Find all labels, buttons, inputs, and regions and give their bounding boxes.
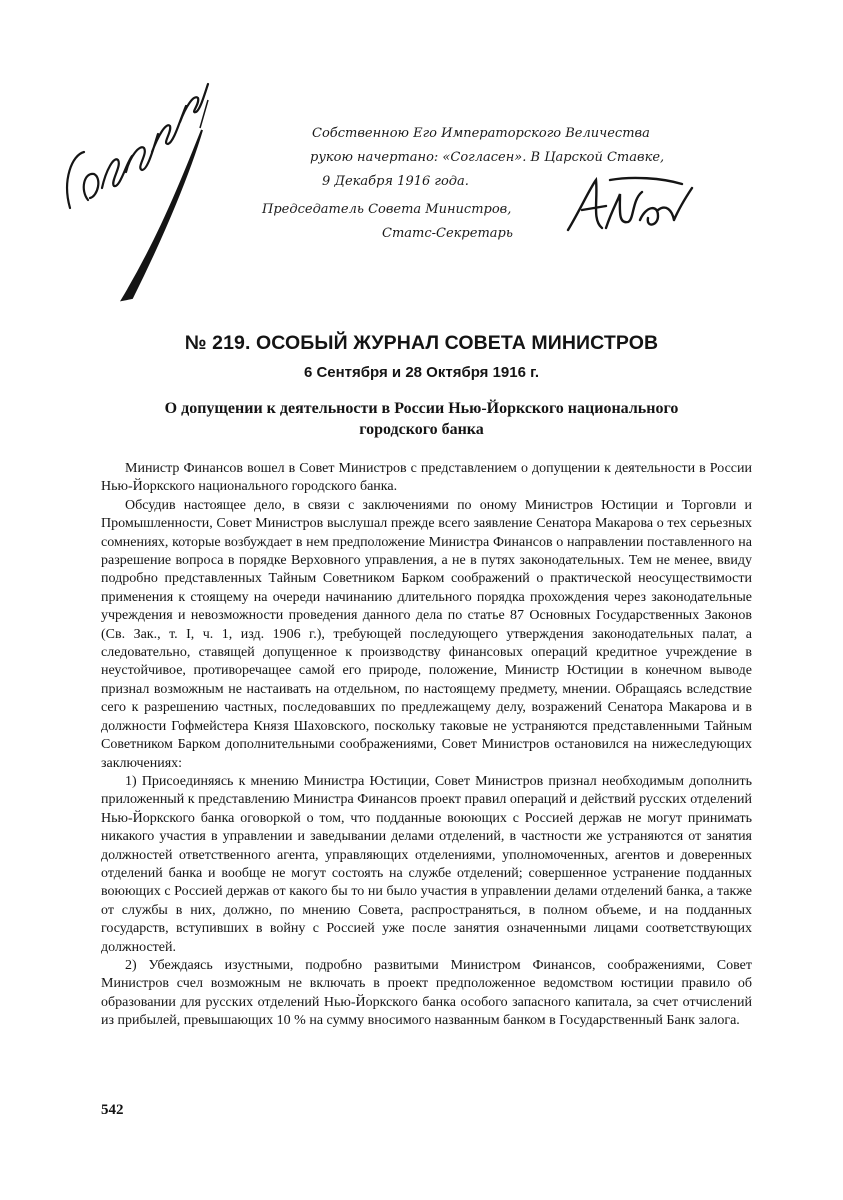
document-title: № 219. ОСОБЫЙ ЖУРНАЛ СОВЕТА МИНИСТРОВ xyxy=(184,332,659,354)
paragraph: 2) Убеждаясь изустными, подробно развитыми Министром Финансов, соображениями, Совет Министров счел возможным не включать в проект предположенное ведомством юстиции правило об образовании для русских отделений Нью-Йоркского банка особого запасного капитала, за счет отчислений из прибылей, превышающих 10 % на сумму вносимого названным банком в Государственный Банк залога. xyxy=(101,957,752,1029)
signature xyxy=(562,170,702,245)
body-text xyxy=(101,460,752,1031)
handwritten-lines xyxy=(262,122,782,246)
handwritten-line: 9 Декабря 1916 года. xyxy=(322,174,469,189)
document-date: 6 Сентября и 28 Октября 1916 г. xyxy=(303,364,540,381)
page-number: 542 xyxy=(101,1102,124,1118)
resolution-handwriting xyxy=(62,60,212,310)
handwritten-line: Собственною Его Императорского Величества xyxy=(312,126,650,141)
handwritten-resolution xyxy=(62,60,782,310)
paragraph: Обсудив настоящее дело, в связи с заключениями по оному Министров Юстиции и Торговли и Промышленности, Совет Министров выслушал прежде всего заявление Сенатора Макарова о тех серьезных сомнениях, которые возбуждает в нем предположение Министра Финансов о направлении поставленного на разрешение вопроса в порядке Верховного управления, а не в путях законодательных. Тем не менее, ввиду подробно представленных Тайным Советником Барком соображений о практической неосуществимости применения к стоящему на очереди начинанию длительного порядка прохождения через законодательные учреждения и невозможности проведения данного дела по статье 87 Основных Государственных Законов (Св. Зак., т. I, ч. 1, изд. 1906 г.), требующей последующего утверждения законодательных палат, а следовательно, ставящей допущенное к производству финансовых операций кредитное учреждение в неустойчивое, противоречащее самой его природе, положение, Министр Юстиции в конечном выводе признал возможным не настаивать на отдельном, по настоящему предмету, мнении. Обращаясь вследствие сего к разрешению частных, последовавших по предлежащему делу, возражений Сенатора Макарова и в должности Гофмейстера Князя Шаховского, поскольку таковые не устраняются представленными Тайным Советником Барком дополнительными соображениями, Совет Министров остановился на нижеследующих заключениях: xyxy=(101,497,752,771)
paragraph: 1) Присоединяясь к мнению Министра Юстиции, Совет Министров признал необходимым дополнить приложенный к представлению Министра Финансов проект правил операций и действий русских отделений Нью-Йоркского банка оговоркой о том, что подданные воюющих с Россией держав не могут принимать никакого участия в управлении и заведывании делами отделений, в частности же устраняются от занятия должностей ответственного агента, управляющих отделениями, уполномоченных, агентов и доверенных отделений банка и вообще не могут состоять на службе отделений; совершенное устранение подданных воюющих с Россией держав от какого бы то ни было участия в управлении делами отделений банка, а также от службы в них, должно, по мнению Совета, распространяться, в полном объеме, и на подданных государств, вступивших в войну с Россией уже после занятия означенными лицами соответствующих должностей. xyxy=(101,773,752,955)
paragraph: Министр Финансов вошел в Совет Министров с представлением о допущении к деятельности в России Нью-Йоркского национального городского банка. xyxy=(101,461,752,495)
handwritten-line: рукою начертано: «Согласен». В Царской Ставке, xyxy=(310,150,665,165)
handwritten-line: Статс-Секретарь xyxy=(382,226,513,241)
handwritten-line: Председатель Совета Министров, xyxy=(262,202,512,217)
document-subtitle: О допущении к деятельности в России Нью-Йоркского национального городского банка xyxy=(164,400,679,438)
